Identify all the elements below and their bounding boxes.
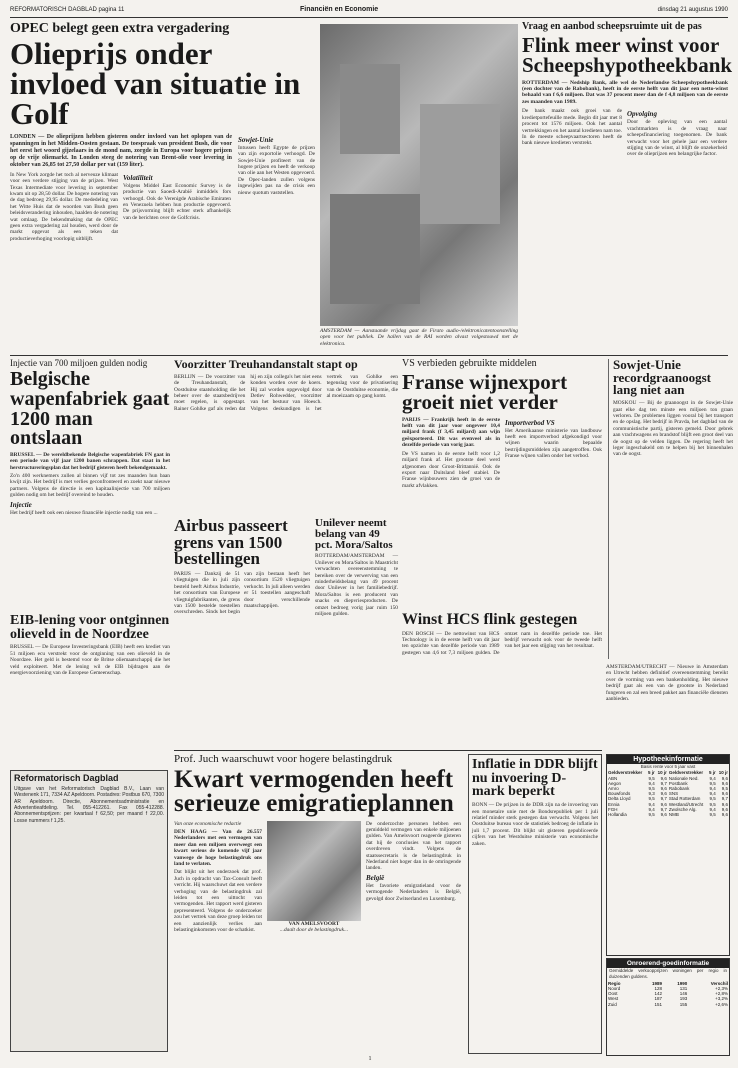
kwart-body-2: De onderzochte personen hebben een gemiddeld vermogen van enkele miljoenen gulden. Van Amelsvoort reageerde gisteren dat hij de conclusies van het rapport overdreven vindt. Volgens de staatssecretaris is de belastingdruk in Nederland niet hoger dan in de omringende landen. [366, 820, 463, 872]
nedship-headline: Flink meer winst voor Scheepshypotheekbank [522, 32, 733, 78]
hypotheek-cell: 9,3 [648, 791, 655, 797]
hypotheek-cell: 9,5 [648, 786, 655, 792]
hypotheek-cell: 9,4 [709, 791, 716, 797]
photo-caption: AMSTERDAM — Aanstaande vrijdag gaat de Firato audio-/elektronicatentoonstelling open voor het publiek. De hallen van de RAI worden alvast volgestouwd met de elektronica. [320, 328, 520, 347]
opec-headline: Olieprijs onder invloed van situatie in Golf [10, 35, 301, 132]
onroerend-column-header: Regio [608, 980, 621, 986]
onroerend-cell: Oost [608, 991, 618, 997]
article-opec [10, 22, 315, 342]
wapen-body: Zo'n 400 werknemers zullen al binnen vijf tot zes maanden hun baan kwijt zijn. Het bedrijf is met verlies geconfronteerd en zoekt naar nieuwe partners. Volgens de directie is een kapitaalinjectie van 700 miljoen gulden nodig om het bedrijf overeind te houden. [10, 473, 172, 499]
portrait-sub: ...daalt door de belastingdruk... [279, 926, 349, 933]
hypotheek-cell: Rabobank [668, 786, 690, 792]
header-section: Financiën en Economie [300, 6, 379, 13]
hypotheek-cell: 9,6 [660, 812, 667, 818]
hcs-body: DEN BOSCH — De nettowinst van HCS Technology is in de eerste helft van dit jaar ten opzichte van dezelfde periode van 1989 gestegen van 4,6 tot 7,3 miljoen gulden. De omzet nam in dezelfde periode toe. Het bedrijf verwacht ook voor de tweede helft van het jaar een stijging van het resultaat. [402, 630, 604, 656]
hypotheek-cell: 9,4 [709, 786, 716, 792]
onroerend-cell: 128 [654, 986, 662, 992]
hypotheek-cell: 9,7 [660, 806, 667, 812]
onroerend-cell: 142 [654, 991, 662, 997]
hypotheek-column-header: 10 jr [718, 770, 728, 776]
article-kwart [174, 754, 464, 1054]
onroerend-cell: +2,8% [715, 991, 728, 997]
hypotheek-cell: 9,7 [721, 796, 728, 802]
wijn-kicker: VS verbieden gebruikte middelen [402, 358, 537, 369]
nedship-body-2: Door de opleving van een aantal vrachtmarkten is de vraag naar scheepsfinanciering toegenomen. De bank verwacht voor het gehele jaar een verdere stijging van de winst, al blijft de onzekerheid over de olieprijzen een belangrijke factor. [627, 119, 729, 158]
onroerend-cell: 146 [679, 991, 688, 997]
onroerend-column-header: 1990 [677, 980, 688, 986]
hypotheek-cell: 9,6 [721, 812, 728, 818]
article-sowjet-oogst [608, 359, 733, 659]
onroerend-cell: 151 [654, 1001, 662, 1007]
treuhand-body: BERLIJN — De voorzitter van de Treuhandanstalt, de Oostduitse staatsholding die het beheer over de staatsbedrijven moet regelen, is opgestapt. Rainer Gohlke gaf als reden dat hij en zijn collega's het niet eens konden worden over de koers. Hij zal worden opgevolgd door Detlev Rohwedder, voorzitter van het bestuur van Hoesch. Volgens deskundigen is het vertrek van Gohlke een tegenslag voor de privatisering van de Oostduitse economie, die al moeizaam op gang komt. [174, 373, 400, 412]
wijn-headline: Franse wijnexport groeit niet verder [402, 369, 568, 415]
wijn-body-2: Het Amerikaanse ministerie van landbouw heeft een importverbod afgekondigd voor wijnen waarin bepaalde bestrijdingsmiddelen zijn aangetroffen. Ook Franse wijnen vallen onder het verbod. [505, 427, 604, 460]
portrait-photo [267, 821, 361, 921]
article-unilever [315, 518, 398, 748]
header-rule [10, 17, 728, 18]
kwart-body-3: Het favoriete emigratieland voor de vermogende Nederlanders is België, gevolgd door Zwitserland en Luxemburg. [366, 882, 463, 902]
article-hcs [402, 612, 602, 712]
wapen-section: Injectie [10, 500, 32, 509]
article-treuhand [174, 359, 398, 514]
onroerend-cell: 155 [679, 1001, 688, 1007]
article-inflatie [468, 754, 602, 1054]
header-date: dinsdag 21 augustus 1990 [657, 7, 728, 13]
hypotheek-cell: 9,5 [721, 786, 728, 792]
hypotheek-column-header: 5 jr [708, 770, 716, 776]
hypotheek-cell: 9,6 [660, 801, 667, 807]
article-eib [10, 614, 170, 764]
kwart-byline: Van onze economische redactie [174, 820, 242, 827]
hypotheek-note: Basis rente voor 5 jaar vast [640, 764, 696, 769]
opec-lead: LONDEN — De olieprijzen hebben gisteren onder invloed van het oplopen van de spanningen in het Midden-Oosten gestaan. De toespraak van president Bush, die voor het eerst het woord gijzelaars in de mond nam, zorgde in Europa voor hogere prijzen op de vrije oliemarkt. In Londen steeg de notering van Brent-olie voor levering in oktober van 26,85 tot 27,50 dollar per vat (159 liter). [10, 133, 234, 168]
article-nedship [522, 21, 733, 342]
opec-body-2: Volgens Middel East Economic Survey is de productie van Saoedi-Arabië inmiddels fors verhoogd. Ook de Verenigde Arabische Emiraten en Venezuela hebben hun productie opgevoerd. De prijsvorming blijft echter sterk afhankelijk van de berichten over de Golfcrisis. [123, 182, 233, 221]
hypotheek-cell: 9,4 [648, 806, 655, 812]
article-bankholding [606, 664, 728, 750]
kwart-headline: Kwart vermogenden heeft serieuze emigratieplannen [174, 765, 454, 818]
hypotheek-cell: 9,6 [721, 806, 728, 812]
hypotheek-title: Hypotheekinformatie [607, 755, 729, 764]
hypotheek-cell: 9,5 [709, 780, 716, 786]
nedship-body: De bank maakt ook groei van de kredietportefeuille mede. Begin dit jaar met 8 procent tot 1576 miljoen. Ook het aantal vertrekkingen en het aantal kredieten nam toe. In de meeste scheepvaartsectoren heeft de bank nieuwe kredieten verstrekt. [522, 108, 624, 147]
nedship-lead: ROTTERDAM — Nedship Bank, alle wel de Nederlandse Scheepshypotheekbank (een dochter van de Rabobank), heeft in de eerste helft van dit jaar een netto-winst behaald van f 6,6 miljoen. Dat was 37 procent meer dan de f 4,8 miljoen van de eerste zes maanden van 1989. [522, 79, 730, 105]
header-left: REFORMATORISCH DAGBLAD pagina 11 [10, 7, 125, 13]
hypotheek-cell: 9,7 [660, 780, 667, 786]
hypotheek-cell: ABN [608, 775, 618, 781]
opec-body-3: Intussen heeft Egypte de prijzen van zijn exportolie verhoogd. De Sowjet-Unie profiteert van de hogere prijzen en heeft de verkoop van olie aan het Westen opgevoerd. De Opec-landen zullen volgens ingewijden pas na de crisis een nieuw quotum vaststellen. [238, 144, 317, 196]
kwart-section: België [366, 873, 385, 882]
hypotheek-row [607, 812, 729, 817]
hypotheek-cell: 9,5 [648, 812, 655, 818]
wapen-kicker: Injectie van 700 miljoen gulden nodig [10, 358, 148, 368]
hypotheek-cell: 9,6 [721, 780, 728, 786]
hypotheek-cell: 9,6 [660, 775, 667, 781]
hypotheek-cell: Ennia [608, 801, 620, 807]
onroerend-cell: +2,6% [715, 1001, 728, 1007]
hypotheek-box [606, 754, 730, 956]
wapen-headline: Belgische wapenfabriek gaat 1200 man ontslaan [10, 368, 170, 450]
opec-body: In New York zorgde het toch al nerveuze klimaat voor een verdere stijging van de prijzen. West Texas Intermediate voor levering in september kwam uit op 28,50 dollar. De hogere notering van de dag bedroeg 29,95 dollar. De mededeling van het Witte Huis dat de woorden van Bush geen beleidsverandering inhouden, haalden de notering wat omlaag. De bekendmaking dat de OPEC geen extra vergadering zal houden, werd door de markt opgevat als een teken dat productieverhoging voorlopig uitblijft. [10, 171, 120, 242]
opec-section-2: Sowjet-Unie [238, 135, 274, 144]
wapen-body-2: Het bedrijf heeft ook een nieuwe financiële injectie nodig van een ... [10, 509, 158, 516]
article-wapenfabriek [10, 359, 170, 609]
hypotheek-column-header: 10 jr [657, 770, 667, 776]
hypotheek-cell: Zwolsche Alg. [668, 806, 697, 812]
inflatie-body: BONN — De prijzen in de DDR zijn na de invoering van een monetaire unie met de Bondsrepubliek per 1 juli relatief minder sterk gestegen dan verwacht. Volgens het Oostduitse bureau voor de statistiek bedroeg de inflatie in juli 1,7 procent. Dit blijkt uit gisteren gepubliceerde cijfers van het Westduitse ministerie van economische zaken. [472, 802, 600, 847]
hypotheek-cell: 9,6 [721, 775, 728, 781]
colofon-title: Reformatorisch Dagblad [14, 773, 119, 783]
page-number: 1 [368, 1056, 372, 1062]
onroerend-column-header: 1989 [651, 980, 662, 986]
hypotheek-cell: NMB [668, 812, 679, 818]
hypotheek-cell: 9,6 [660, 786, 667, 792]
firato-photo [320, 24, 518, 326]
hypotheek-cell: Hollandia [608, 812, 627, 818]
hypotheek-column-header: Geldverstrekker [608, 770, 643, 776]
portrait-caption: VAN AMELSVOORT [288, 920, 340, 927]
hypotheek-cell: Delta Lloyd [608, 796, 631, 802]
eib-body: BRUSSEL — De Europese Investeringsbank (EIB) heeft een krediet van 51 miljoen ecu verstrekt voor de ontginning van een olieveld in de Noordzee. Het geld is bestemd voor de Britse oliemaatschappij die het veld exploiteert. Met de lening wil de EIB bijdragen aan de energievoorziening van de Europese Gemeenschap. [10, 644, 172, 677]
nedship-section: Opvolging [627, 110, 657, 119]
hypotheek-cell: Nationale Ned. [668, 775, 699, 781]
bankholding-body: AMSTERDAM/UTRECHT — Nieuwe in Amsterdam en Utrecht hebben definitief overeenstemming bereikt over de vorming van een bankenholding. Het nieuwe bedrijf gaat als een van de grootste in Nederland fungeren en zal een breed pakket aan financiële diensten aanbieden. [606, 664, 730, 703]
hypotheek-cell: Aegon [608, 780, 622, 786]
wijn-body: De VS namen in de eerste helft voor 1,2 miljard frank af. Het grootste deel werd afgenomen door Groot-Brittannië. Ook de export naar Duitsland bleef stabiel. De Franse wijnbouwers zien de groei van de markt afvlakken. [402, 450, 502, 489]
onroerend-cell: Noord [608, 986, 621, 992]
hypotheek-column-header: Geldverstrekker [668, 770, 704, 776]
hypotheek-cell: 9,7 [660, 796, 667, 802]
wijn-section: Importverbod VS [505, 418, 555, 427]
onroerend-cell: 187 [654, 996, 662, 1002]
opec-kicker: OPEC belegt geen extra vergadering [10, 21, 230, 36]
sowjet-headline: Sowjet-Unie recordgraanoogst lang niet aan [613, 357, 711, 398]
hypotheek-cell: 9,6 [721, 801, 728, 807]
onroerend-title: Onroerend-goedinformatie [607, 959, 729, 968]
sowjet-body: MOSKOU — Bij de graanoogst in de Sowjet-Unie gaat elke dag ten minste een miljoen ton graan verloren. De problemen liggen vooral bij het transport en de opslag. Het bedrijf in Pravda, het dagblad van de communistische partij, gisteren gemeld. Door gebrek aan vrachtwagens en brandstof blijft een groot deel van de oogst op de velden liggen. De regering heeft het leger ingeschakeld om te helpen bij het binnenhalen van de oogst. [613, 400, 735, 458]
hypotheek-cell: 9,5 [709, 796, 716, 802]
colofon-box [10, 770, 168, 1052]
hypotheek-cell: 9,5 [709, 801, 716, 807]
hypotheek-cell: Amro [608, 786, 619, 792]
hypotheek-cell: Postbank [668, 780, 688, 786]
nedship-kicker: Vraag en aanbod scheepsruimte uit de pas [522, 21, 702, 32]
onroerend-cell: West [608, 996, 619, 1002]
onroerend-box [606, 958, 730, 1056]
unilever-headline: Unilever neemt belang van 49 pct. Mora/Saltos [315, 517, 393, 551]
page-header [10, 5, 728, 16]
hypotheek-table [607, 770, 729, 817]
rule-row-1 [10, 355, 728, 356]
airbus-body: PARIJS — Dankzij de 51 vliegtuigen die in juli zijn besteld heeft Airbus Industrie, het consortium van Europese vliegtuigfabrikanten, de grens van 1500 bestelde toestellen overschreden. Sinds het begin van zijn bestaan heeft het consortium 1520 vliegtuigen verkocht. In juli alleen werden er 51 toestellen aangeschaft door verschillende maatschappijen. [174, 570, 312, 616]
onroerend-cell: Zuid [608, 1001, 617, 1007]
wijn-lead: PARIJS — Frankrijk heeft in de eerste helft van dit jaar voor ongeveer 10,4 miljard frank (f 3,45 miljard) aan wijn geëxporteerd. Dit was evenveel als in dezelfde periode van vorig jaar. [402, 416, 502, 449]
onroerend-body: Gemiddelde verkoopprijzen woningen per regio in duizenden guldens. [609, 968, 729, 980]
hypotheek-cell: 9,6 [721, 791, 728, 797]
onroerend-cell: +2,3% [715, 986, 728, 992]
hypotheek-cell: Stad Rotterdam [668, 796, 701, 802]
hypotheek-cell: 9,5 [648, 775, 655, 781]
hypotheek-cell: FGH [608, 806, 618, 812]
hypotheek-cell: SNS [668, 791, 679, 797]
onroerend-cell: 131 [679, 986, 688, 992]
rule-row-2 [174, 750, 602, 751]
onroerend-column-header: Verschil [710, 980, 728, 986]
colofon-body: Uitgave van het Reformatorisch Dagblad B.V., Laan van Westenenk 171, 7334 AZ Apeldoorn. Postadres: Postbus 670, 7300 AR Apeldoorn. Directie, Abonnementsadministratie en Advertentieafdeling. Tel. 055-412261. Fax 055-412288. Abonnementsprijzen: per kwartaal f 62,50; per maand f 22,00. Losse nummers f 1,25. [14, 785, 166, 824]
hypotheek-cell: 9,6 [660, 791, 667, 797]
hypotheek-cell: Westland/Utrecht [668, 801, 704, 807]
airbus-headline: Airbus passeert grens van 1500 bestellingen [174, 516, 288, 569]
hypotheek-column-header: 5 jr [647, 770, 655, 776]
hypotheek-cell: 9,5 [648, 796, 655, 802]
opec-section-1: Volatiliteit [123, 173, 153, 182]
eib-headline: EIB-lening voor ontginnen olieveld in de Noordzee [10, 613, 170, 642]
hypotheek-cell: 9,4 [648, 801, 655, 807]
article-wijnexport [402, 359, 602, 609]
inflatie-headline: Inflatie in DDR blijft nu invoering D-mark beperkt [472, 757, 598, 800]
onroerend-cell: +3,2% [715, 996, 728, 1002]
hypotheek-row [607, 796, 729, 801]
hypotheek-cell: 9,4 [709, 775, 716, 781]
hypotheek-cell: Bouwfonds [608, 791, 631, 797]
hypotheek-cell: 9,4 [648, 780, 655, 786]
onroerend-row [607, 1002, 729, 1007]
kwart-lead: DEN HAAG — Van de 26.557 Nederlanders met een vermogen van meer dan een miljoen overweegt een kwart serieus de komende vijf jaar vanwege de hoge belastingdruk ons land te verlaten. [174, 828, 264, 867]
kwart-body: Dat blijkt uit het onderzoek dat prof. Juch in opdracht van Tax-Consult heeft verricht. Hij waarschuwt dat een verdere verhoging van de belastingdruk zal leiden tot een uittocht van vermogenden. Het rapport werd gisteren gepresenteerd. Volgens de onderzoeker zou het vertrek van deze groep leiden tot een aanzienlijk verlies aan belastinginkomsten voor de schatkist. [174, 869, 264, 934]
hypotheek-cell: 9,5 [709, 812, 716, 818]
article-airbus [174, 518, 310, 748]
wapen-lead: BRUSSEL — De wereldbekende Belgische wapenfabriek FN gaat in een periode van vijf jaar 1200 banen schrappen. Dat staat in het herstructureringsplan dat het bedrijf gisteren heeft bekendgemaakt. [10, 451, 172, 471]
onroerend-table [607, 981, 729, 1007]
treuhand-headline: Voorzitter Treuhandanstalt stapt op [174, 357, 358, 371]
unilever-body: ROTTERDAM/AMSTERDAM — Unilever en Mora/Saltos in Maastricht verwachten overeenstemming te bereiken over de verwerving van een minderheidsbelang van 49 procent door Unilever in het familiebedrijf. Mora/Saltos is een producent van snacks en diepvriesproducten. De omzet bedroeg vorig jaar ruim 150 miljoen gulden. [315, 553, 400, 617]
hypotheek-cell: 9,4 [709, 806, 716, 812]
kwart-kicker: Prof. Juch waarschuwt voor hogere belastingdruk [174, 753, 393, 765]
onroerend-cell: 193 [679, 996, 688, 1002]
hcs-headline: Winst HCS flink gestegen [402, 611, 578, 628]
